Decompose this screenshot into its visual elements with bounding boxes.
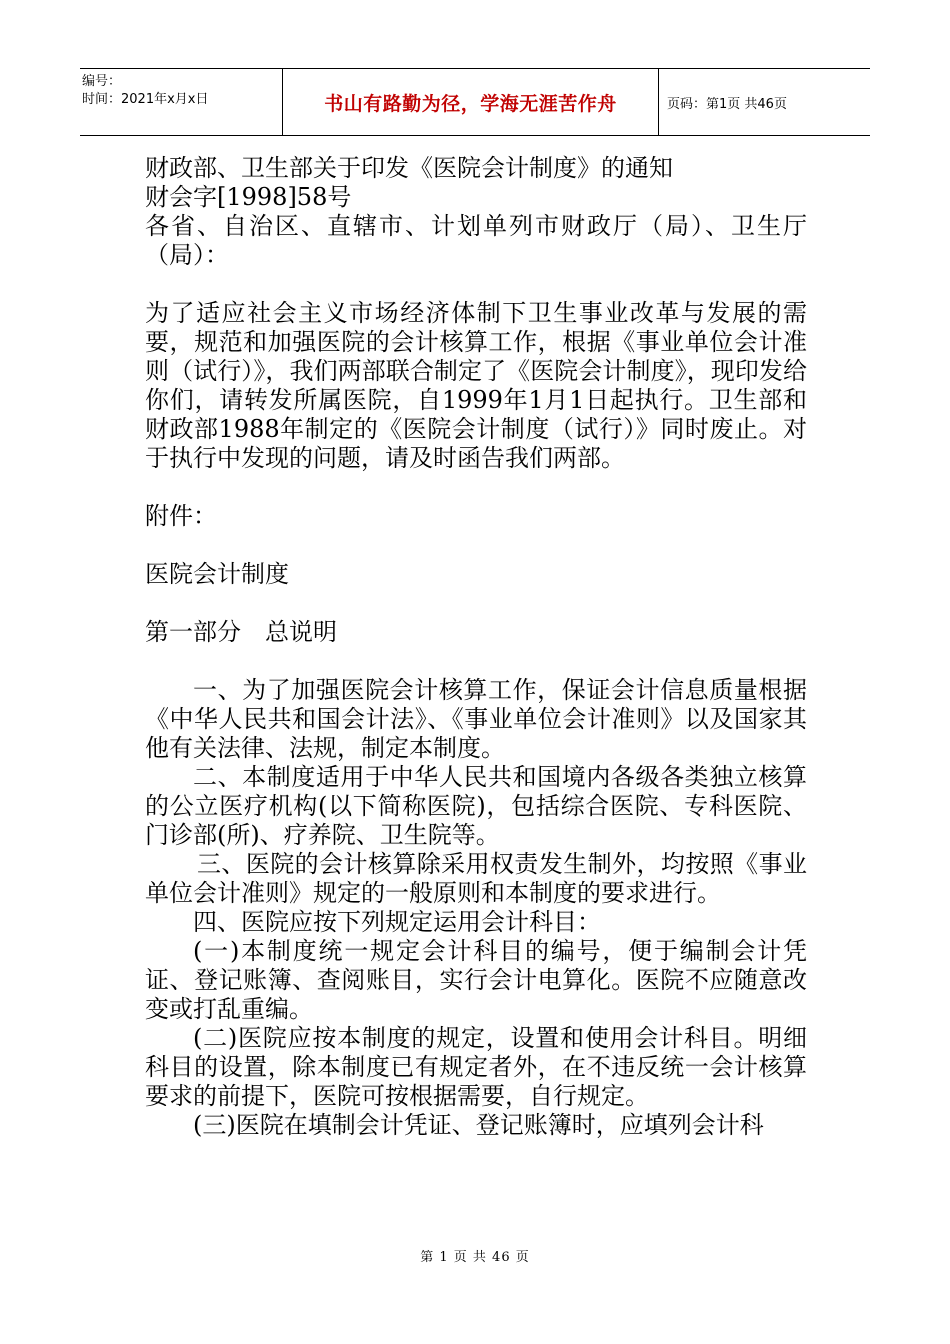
document-title: 财政部、卫生部关于印发《医院会计制度》的通知 xyxy=(145,154,673,182)
number-label: 编号： xyxy=(82,74,122,89)
paragraph-2: 二、本制度适用于中华人民共和国境内各级各类独立核算的公立医疗机构(以下简称医院)，包括综合医院、专科医院、门诊部(所)、疗养院、卫生院等。 xyxy=(145,763,807,849)
page-footer: 第 1 页 共 46 页 xyxy=(420,1250,530,1265)
attachment-label: 附件： xyxy=(145,502,217,530)
header-page-info: 页码：第1页 共46页 xyxy=(667,96,787,112)
document-number: 财会字[1998]58号 xyxy=(145,183,352,211)
paragraph-5: (一)本制度统一规定会计科目的编号，便于编制会计凭证、登记账簿、查阅账目，实行会计电算化。医院不应随意改变或打乱重编。 xyxy=(145,937,807,1023)
document-body xyxy=(145,154,807,1140)
paragraph-7: (三)医院在填制会计凭证、登记账簿时，应填列会计科 xyxy=(193,1111,764,1139)
paragraph-4: 四、医院应按下列规定运用会计科目： xyxy=(193,908,601,936)
paragraph-3: 三、医院的会计核算除采用权责发生制外，均按照《事业单位会计准则》规定的一般原则和本制度的要求进行。 xyxy=(145,850,807,907)
paragraph-6: (二)医院应按本制度的规定，设置和使用会计科目。明细科目的设置，除本制度已有规定者外，在不违反统一会计核算要求的前提下，医院可按根据需要，自行规定。 xyxy=(145,1024,807,1110)
document-header xyxy=(80,68,870,136)
attachment-name: 医院会计制度 xyxy=(145,560,289,588)
part-heading: 第一部分 总说明 xyxy=(145,618,337,646)
paragraph-1: 一、为了加强医院会计核算工作，保证会计信息质量根据《中华人民共和国会计法》、《事业单位会计准则》以及国家其他有关法律、法规，制定本制度。 xyxy=(145,676,807,762)
intro-paragraph: 为了适应社会主义市场经济体制下卫生事业改革与发展的需要，规范和加强医院的会计核算工作，根据《事业单位会计准则（试行）》，我们两部联合制定了《医院会计制度》，现印发给你们，请转发所属医院，自1999年1月1日起执行。卫生部和财政部1988年制定的《医院会计制度（试行）》同时废止。对于执行中发现的问题，请及时函告我们两部。 xyxy=(145,299,807,472)
header-motto: 书山有路勤为径，学海无涯苦作舟 xyxy=(283,69,659,135)
addressee: 各省、自治区、直辖市、计划单列市财政厅（局）、卫生厅（局）： xyxy=(145,212,807,269)
header-meta-cell xyxy=(80,69,283,135)
time-label: 时间：2021年x月x日 xyxy=(82,92,209,107)
